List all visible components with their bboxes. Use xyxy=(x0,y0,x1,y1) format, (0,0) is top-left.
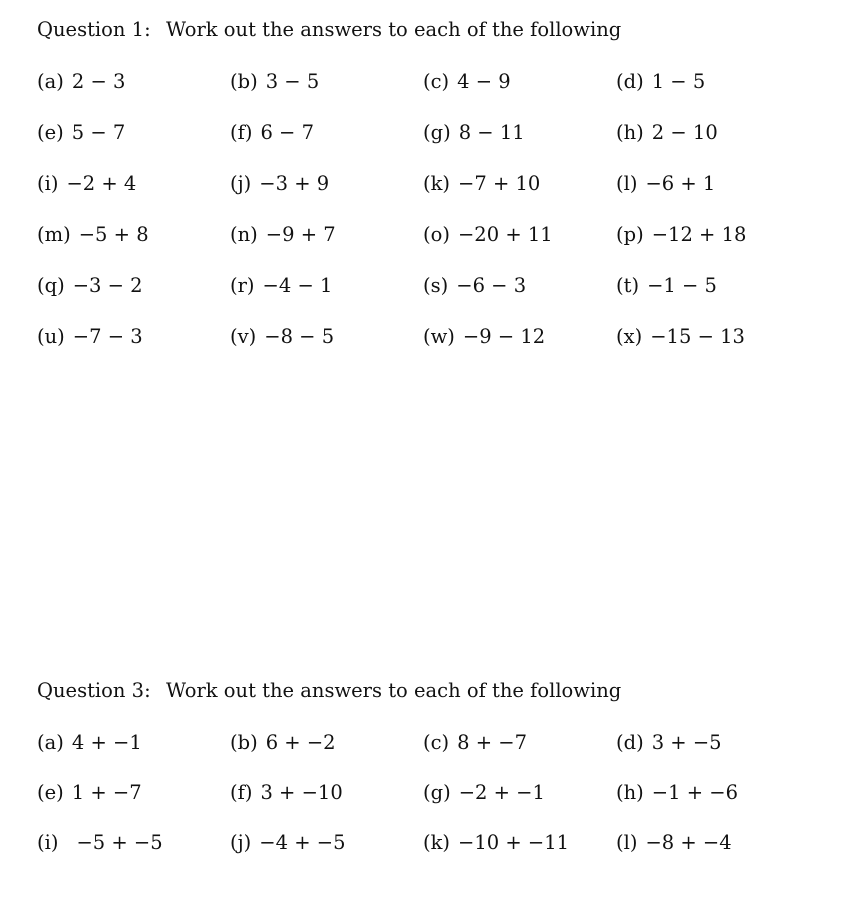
question-1v xyxy=(230,325,423,348)
question-1a xyxy=(37,70,230,93)
item-label: (c) xyxy=(423,731,450,754)
item-expression: −1 + −6 xyxy=(651,781,739,804)
item-expression: 3 + −5 xyxy=(651,731,722,754)
item-expression: 6 + −2 xyxy=(265,731,336,754)
question-3-number: Question 3: xyxy=(37,679,151,702)
question-3k xyxy=(423,831,616,854)
item-expression: 3 − 5 xyxy=(265,70,320,93)
question-1-instruction: Work out the answers to each of the following xyxy=(166,18,622,41)
item-expression: 3 + −10 xyxy=(260,781,343,804)
question-3j xyxy=(230,831,423,854)
question-3-instruction: Work out the answers to each of the following xyxy=(166,679,622,702)
item-expression: −8 − 5 xyxy=(264,325,335,348)
question-1w xyxy=(423,325,616,348)
item-expression: 2 − 10 xyxy=(651,121,718,144)
question-3h xyxy=(616,781,809,804)
item-expression: 1 + −7 xyxy=(71,781,142,804)
question-3i xyxy=(37,831,230,854)
question-1g xyxy=(423,121,616,144)
item-label: (d) xyxy=(616,731,644,754)
question-3b xyxy=(230,731,423,754)
question-1k xyxy=(423,172,616,195)
question-1-row xyxy=(37,223,809,274)
question-1-number: Question 1: xyxy=(37,18,151,41)
item-expression: −9 − 12 xyxy=(462,325,546,348)
item-label: (f) xyxy=(230,781,253,804)
item-expression: −3 + 9 xyxy=(259,172,330,195)
item-expression: −4 − 1 xyxy=(262,274,333,297)
question-3l xyxy=(616,831,809,854)
item-expression: −5 + −5 xyxy=(76,831,163,854)
item-label: (i) xyxy=(37,831,59,854)
question-1f xyxy=(230,121,423,144)
item-label: (j) xyxy=(230,172,252,195)
item-expression: −6 − 3 xyxy=(456,274,527,297)
question-3f xyxy=(230,781,423,804)
question-3d xyxy=(616,731,809,754)
question-1l xyxy=(616,172,809,195)
item-expression: −8 + −4 xyxy=(645,831,732,854)
question-1m xyxy=(37,223,230,246)
item-label: (h) xyxy=(616,121,644,144)
item-expression: −5 + 8 xyxy=(78,223,149,246)
question-1u xyxy=(37,325,230,348)
item-label: (u) xyxy=(37,325,65,348)
item-label: (b) xyxy=(230,70,258,93)
question-1b xyxy=(230,70,423,93)
item-expression: 2 − 3 xyxy=(71,70,126,93)
item-label: (v) xyxy=(230,325,257,348)
question-1x xyxy=(616,325,809,348)
question-1n xyxy=(230,223,423,246)
question-3-row xyxy=(37,831,809,881)
question-1e xyxy=(37,121,230,144)
item-expression: −10 + −11 xyxy=(458,831,570,854)
item-label: (p) xyxy=(616,223,644,246)
item-expression: 6 − 7 xyxy=(260,121,314,144)
item-label: (x) xyxy=(616,325,643,348)
item-label: (j) xyxy=(230,831,252,854)
item-label: (i) xyxy=(37,172,59,195)
item-expression: −4 + −5 xyxy=(259,831,346,854)
question-1-row xyxy=(37,70,809,121)
question-1o xyxy=(423,223,616,246)
item-expression: −20 + 11 xyxy=(457,223,553,246)
item-label: (k) xyxy=(423,831,451,854)
item-expression: 4 − 9 xyxy=(457,70,511,93)
question-1c xyxy=(423,70,616,93)
item-label: (h) xyxy=(616,781,644,804)
item-expression: −7 + 10 xyxy=(458,172,541,195)
item-expression: −7 − 3 xyxy=(72,325,143,348)
question-1t xyxy=(616,274,809,297)
item-expression: 1 − 5 xyxy=(651,70,706,93)
item-expression: −12 + 18 xyxy=(651,223,747,246)
item-label: (l) xyxy=(616,172,638,195)
item-label: (c) xyxy=(423,70,450,93)
item-label: (n) xyxy=(230,223,258,246)
item-expression: −6 + 1 xyxy=(645,172,716,195)
question-1-row xyxy=(37,172,809,223)
item-expression: −1 − 5 xyxy=(647,274,717,297)
item-expression: −2 + 4 xyxy=(66,172,137,195)
question-3-row xyxy=(37,731,809,781)
item-label: (m) xyxy=(37,223,71,246)
question-3-row xyxy=(37,781,809,831)
item-expression: −15 − 13 xyxy=(650,325,745,348)
item-label: (e) xyxy=(37,121,64,144)
question-3g xyxy=(423,781,616,804)
question-1-heading xyxy=(37,18,621,41)
item-expression: −3 − 2 xyxy=(72,274,143,297)
item-label: (g) xyxy=(423,121,451,144)
item-expression: 5 − 7 xyxy=(71,121,126,144)
question-1-row xyxy=(37,274,809,325)
question-1h xyxy=(616,121,809,144)
item-expression: 8 + −7 xyxy=(457,731,528,754)
item-label: (s) xyxy=(423,274,449,297)
item-expression: 4 + −1 xyxy=(71,731,142,754)
question-1i xyxy=(37,172,230,195)
item-label: (b) xyxy=(230,731,258,754)
question-1-grid xyxy=(37,70,809,376)
question-1j xyxy=(230,172,423,195)
item-label: (r) xyxy=(230,274,255,297)
item-label: (a) xyxy=(37,731,64,754)
question-3a xyxy=(37,731,230,754)
question-3c xyxy=(423,731,616,754)
item-expression: −9 + 7 xyxy=(265,223,336,246)
item-expression: 8 − 11 xyxy=(458,121,525,144)
question-1d xyxy=(616,70,809,93)
item-label: (f) xyxy=(230,121,253,144)
item-label: (l) xyxy=(616,831,638,854)
item-label: (w) xyxy=(423,325,455,348)
question-1-row xyxy=(37,121,809,172)
question-1s xyxy=(423,274,616,297)
question-1q xyxy=(37,274,230,297)
question-3e xyxy=(37,781,230,804)
item-label: (g) xyxy=(423,781,451,804)
item-label: (o) xyxy=(423,223,450,246)
item-label: (e) xyxy=(37,781,64,804)
item-label: (t) xyxy=(616,274,640,297)
item-expression: −2 + −1 xyxy=(458,781,545,804)
item-label: (a) xyxy=(37,70,64,93)
item-label: (k) xyxy=(423,172,451,195)
question-3-heading xyxy=(37,679,621,702)
question-1-row xyxy=(37,325,809,376)
item-label: (d) xyxy=(616,70,644,93)
item-label: (q) xyxy=(37,274,65,297)
question-1p xyxy=(616,223,809,246)
question-3-grid xyxy=(37,731,809,881)
question-1r xyxy=(230,274,423,297)
